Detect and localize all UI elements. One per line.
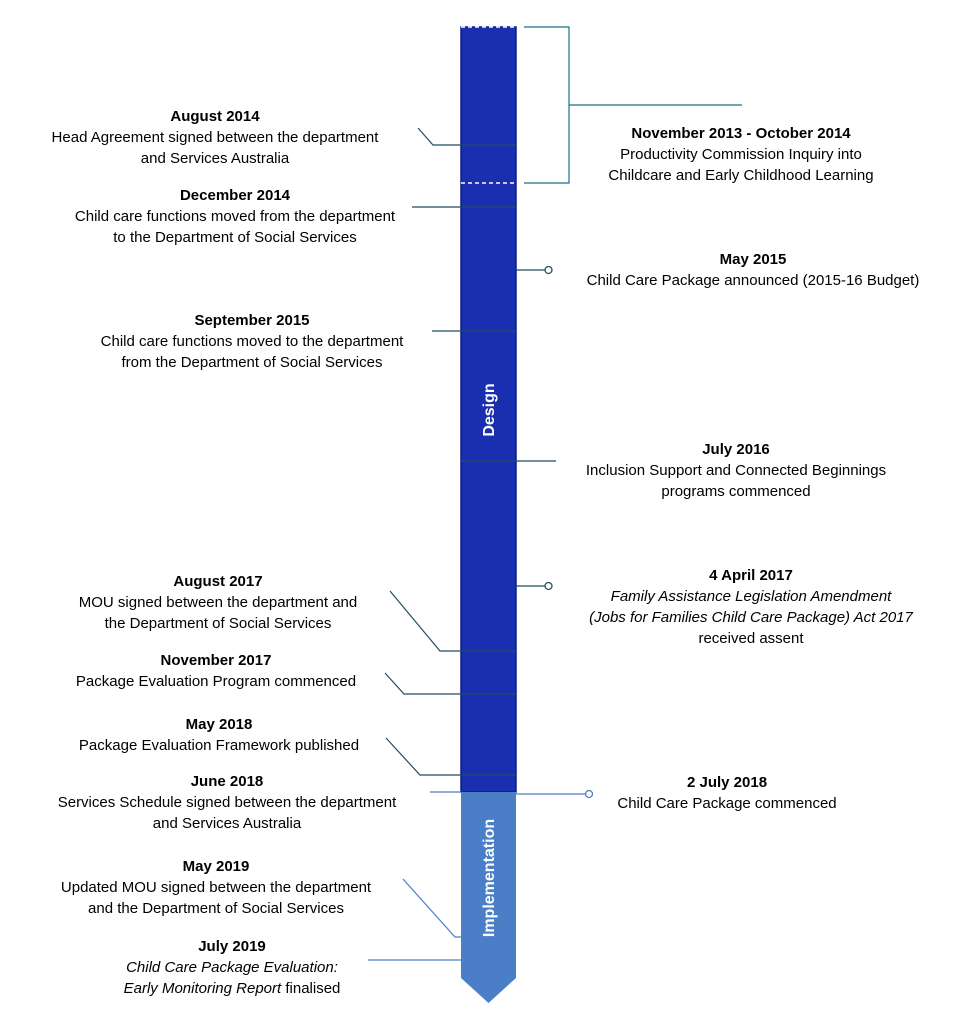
event-text: Child Care Package commenced: [617, 795, 837, 812]
milestone-markers: [545, 267, 552, 590]
event-date: August 2014: [170, 108, 260, 125]
design-phase-label: Design: [481, 383, 498, 437]
event-date: August 2017: [173, 573, 263, 590]
event-july-2016: [536, 439, 936, 502]
event-august-2017: [18, 571, 418, 634]
event-date: May 2018: [185, 716, 253, 733]
event-date: November 2017: [160, 652, 272, 669]
event-june-2018: [27, 771, 427, 834]
event-december-2014: [32, 185, 438, 248]
event-text: Child Care Package Evaluation:: [126, 959, 338, 976]
event-date: June 2018: [190, 773, 264, 790]
event-date: November 2013 - October 2014: [631, 125, 851, 142]
event-4-april-2017: [551, 565, 951, 649]
event-july-2019: [32, 936, 432, 999]
event-text: Updated MOU signed between the department: [60, 879, 372, 896]
event-text: Childcare and Early Childhood Learning: [608, 167, 874, 184]
event-text: the Department of Social Services: [104, 615, 332, 632]
event-text: to the Department of Social Services: [113, 229, 357, 246]
event-september-2015: [52, 310, 452, 373]
event-text: and Services Australia: [140, 150, 290, 167]
event-august-2014: [12, 106, 418, 169]
event-text: and Services Australia: [152, 815, 302, 832]
report-title: Early Monitoring Report: [123, 980, 282, 997]
event-text: Child Care Package announced (2015-16 Budget): [586, 272, 920, 289]
act-title: Family Assistance Legislation Amendment: [610, 588, 892, 605]
event-date: 4 April 2017: [709, 567, 793, 584]
event-text: received assent: [698, 630, 804, 647]
event-date: July 2019: [198, 938, 266, 955]
right-connectors: [516, 270, 556, 586]
event-november-2017: [16, 650, 416, 692]
event-text: from the Department of Social Services: [121, 354, 383, 371]
event-date: September 2015: [194, 312, 310, 329]
event-date: May 2015: [719, 251, 787, 268]
event-date: December 2014: [179, 187, 291, 204]
event-text: Child care functions moved to the department: [100, 333, 404, 350]
event-text: MOU signed between the department and: [78, 594, 358, 611]
event-date: 2 July 2018: [686, 774, 768, 791]
event-text: Inclusion Support and Connected Beginnings: [585, 462, 887, 479]
event-text: Services Schedule signed between the department: [57, 794, 397, 811]
event-text: Head Agreement signed between the department: [51, 129, 379, 146]
event-text: Package Evaluation Program commenced: [75, 673, 357, 690]
event-2-july-2018: [527, 772, 927, 814]
implementation-phase-label: Implementation: [481, 818, 498, 938]
event-text: and the Department of Social Services: [88, 900, 344, 917]
event-text: finalised: [281, 980, 341, 997]
event-may-2015: [553, 249, 953, 291]
circle-marker-may-2015: [545, 267, 552, 274]
event-date: May 2019: [182, 858, 250, 875]
event-may-2018: [19, 714, 419, 756]
event-may-2019: [16, 856, 416, 919]
event-date: July 2016: [702, 441, 770, 458]
event-text: Package Evaluation Framework published: [78, 737, 360, 754]
event-text: Child care functions moved from the department: [74, 208, 396, 225]
event-text: Productivity Commission Inquiry into: [620, 146, 862, 163]
act-title: (Jobs for Families Child Care Package) Act 2017: [589, 609, 913, 626]
event-nov-2013-oct-2014: [541, 123, 941, 186]
event-text: programs commenced: [661, 483, 811, 500]
